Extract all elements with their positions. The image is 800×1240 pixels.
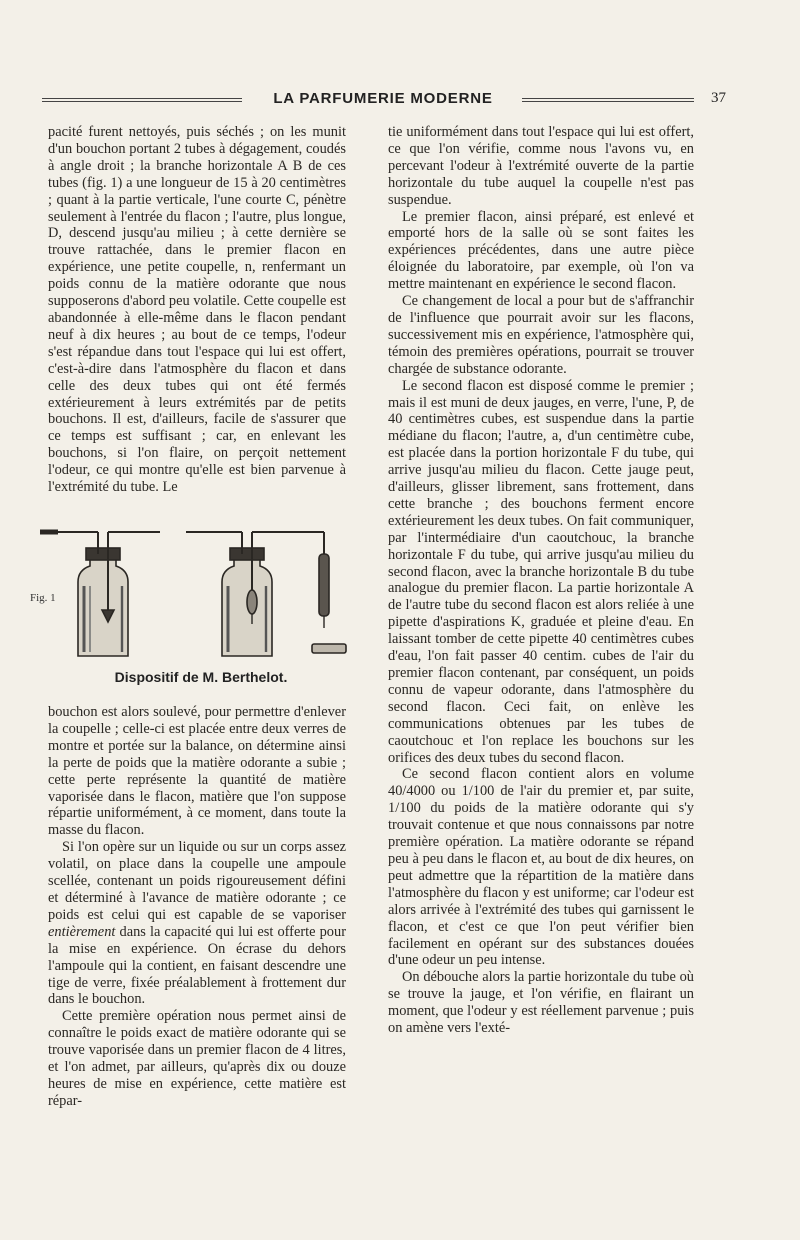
- header-rule-left: [42, 98, 242, 102]
- paragraph: Ce changement de local a pour but de s'affranchir de l'influence que pourrait avoir sur les flacons, successivement mis en expérience, l'atmosphère qui, témoin des premières opérations, pourrait se trouver chargée de substance odorante.: [388, 293, 694, 377]
- emphasis: entièrement: [48, 923, 116, 940]
- figure-caption: Dispositif de M. Berthelot.: [114, 669, 288, 685]
- figure-label: Fig. 1: [30, 592, 56, 604]
- paragraph: Cette première opération nous permet ainsi de connaître le poids exact de matière odorante qui se trouve vaporisée dans un premier flacon de 4 litres, et l'on admet, par ailleurs, qu'après dix ou douze heures de mise en expérience, cette matière est répar-: [48, 1008, 346, 1109]
- paragraph: tie uniformément dans tout l'espace qui lui est offert, ce que l'on vérifie, comme nous l'avons vu, en percevant l'odeur à l'extrémité ouverte de la partie horizontale du tube auquel la coupelle n'est pas suspendue.: [388, 124, 694, 208]
- paragraph: Ce second flacon contient alors en volume 40/4000 ou 1/100 de l'air du premier et, par suite, 1/100 du poids de la matière odorante qui s'y trouvait contenue et que nous connaissons par notre première opération. La matière odorante se répand peu à peu dans le flacon et, au bout de dix heures, on peut admettre que la répartition de la matière dans l'atmosphère du flacon y est uniforme; car l'odeur est alors arrivée à l'extrémité des tubes qui garnissent le flacon, et c'est ce que l'on peut vérifier bien facilement en opérant sur des substances douées d'une odeur un peu intense.: [388, 766, 694, 969]
- left-column-bottom: [48, 704, 346, 1110]
- apparatus-illustration: [30, 524, 360, 664]
- page-number: 37: [711, 90, 726, 106]
- paragraph-text: Si l'on opère sur un liquide ou sur un corps assez volatil, on place dans la coupelle une ampoule scellée, contenant un poids rigoureusement défini et déterminé à l'avance de matière odorante ; ce poids est celui qui est capable de se vaporiser: [48, 839, 346, 923]
- left-column-top: [48, 124, 346, 496]
- running-header: [42, 88, 742, 110]
- paragraph: [48, 839, 346, 1008]
- paragraph: Le second flacon est disposé comme le premier ; mais il est muni de deux jauges, en verre, l'une, P, de 40 centimètres cubes, est suspendue dans la partie médiane du flacon; l'autre, a, d'un centimètre cube, est placée dans la portion horizontale F du tube, qui arrive jusqu'au milieu du flacon. Cette jauge peut, d'ailleurs, glisser librement, sans frottement, dans cette branche ; des bouchons ferment encore extérieurement les deux tubes. On fait communiquer, par l'intermédiaire d'un caoutchouc, la branche horizontale F du tube, qui arrive jusqu'au milieu du second flacon, avec la branche horizontale B du tube analogue du premier flacon. La partie horizontale A de l'autre tube du second flacon est alors reliée à une pipette d'aspirations K, graduée et pleine d'eau. En laissant tomber de cette pipette 40 centimètres cubes d'eau, l'on fait passer 40 centim. cubes de l'air du premier flacon contenant, par conséquent, un poids connu de vapeur odorante, dans l'atmosphère du second flacon. Ceci fait, on enlève les communications obtenues par les tubes de caoutchouc et l'on replace les bouchons sur les orifices des deux tubes du second flacon.: [388, 377, 694, 766]
- paragraph: pacité furent nettoyés, puis séchés ; on les munit d'un bouchon portant 2 tubes à dégagement, coudés à angle droit ; la branche horizontale A B de ces tubes (fig. 1) a une longueur de 15 à 20 centimètres ; quant à la partie verticale, l'une courte C, pénètre seulement à l'entrée du flacon ; l'autre, plus longue, D, descend jusqu'au milieu ; à cette dernière se trouve rattachée, dans le premier flacon en expérience, une petite coupelle, n, renfermant un poids connu de la matière odorante que nous supposerons d'abord peu volatile. Cette coupelle est abandonnée à elle-même dans le flacon pendant neuf à dix heures ; au bout de ce temps, l'odeur s'est répandue dans tout l'espace qui lui est offert, c'est-à-dire dans l'atmosphère du flacon et dans celle des deux tubes qui ont été fermés extérieurement à leurs extrémités par de petits bouchons. Il est, d'ailleurs, facile de s'assurer que ce temps est suffisant ; car, en enlevant les bouchons, si l'on flaire, on perçoit nettement l'odeur, ce qui montre qu'elle est bien parvenue à l'extrémité du tube. Le: [48, 124, 346, 496]
- figure-apparatus: [30, 524, 360, 674]
- right-column: [388, 124, 694, 1037]
- paragraph: Le premier flacon, ainsi préparé, est enlevé et emporté hors de la salle où se sont faites les expériences précédentes, dans une autre pièce éloignée du laboratoire, par exemple, où l'on va mettre maintenant en expérience le second flacon.: [388, 208, 694, 293]
- flask-one: [40, 532, 160, 656]
- flask-two: [186, 532, 346, 656]
- paragraph: bouchon est alors soulevé, pour permettre d'enlever la coupelle ; celle-ci est placée entre deux verres de montre et portée sur la balance, on détermine ainsi la perte de poids que la matière odorante a subie ; cette perte représente la quantité de matière vaporisée dans le flacon, matière que l'on suppose répartie uniformément, à ce moment, dans toute la masse du flacon.: [48, 704, 346, 839]
- header-rule-right: [522, 98, 694, 102]
- paragraph: On débouche alors la partie horizontale du tube où se trouve la jauge, et l'on vérifie, en flairant un moment, que l'odeur y est réellement parvenue ; puis on amène vers l'exté-: [388, 969, 694, 1037]
- paragraph-text: dans la capacité qui lui est offerte pour la mise en expérience. On écrase du dehors l'ampoule qui la contient, en faisant descendre une tige de verre, fixée préalablement à frottement dur dans le bouchon.: [48, 923, 346, 1008]
- journal-title: LA PARFUMERIE MODERNE: [273, 90, 493, 107]
